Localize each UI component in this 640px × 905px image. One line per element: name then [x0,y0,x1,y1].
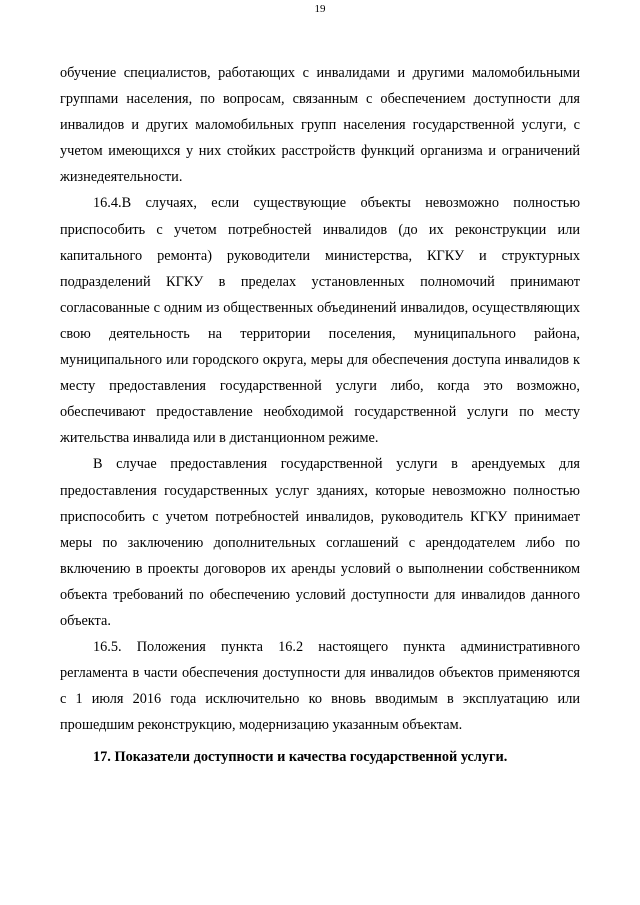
page-number: 19 [314,3,326,15]
paragraph-16-5: 16.5. Положения пункта 16.2 настоящего пункта административного регламента в части обеспечения доступности для инвалидов объектов применяются с 1 июля 2016 года исключительно ко вновь вводимым в эксплуатацию или прошедшим реконструкцию, модернизацию указанным объектам. [60,639,580,734]
section-heading-17: 17. Показатели доступности и качества государственной услуги. [93,749,508,766]
paragraph-rented-buildings: В случае предоставления государственной услуги в арендуемых для предоставления государственных услуг зданиях, которые невозможно полностью приспособить с учетом потребностей инвалидов, руководитель КГКУ принимает меры по заключению дополнительных соглашений с арендодателем либо по включению в проекты договоров их аренды условий о выполнении собственником объекта требований по обеспечению условий доступности для инвалидов данного объекта. [60,456,580,629]
paragraph-continuation: обучение специалистов, работающих с инвалидами и другими маломобильными группами населения, по вопросам, связанным с обеспечением доступности для инвалидов и других маломобильных групп населения государственной услуги, с учетом имеющихся у них стойких расстройств функций организма и ограничений жизнедеятельности. [60,65,580,186]
paragraph-16-4: 16.4.В случаях, если существующие объекты невозможно полностью приспособить с учетом потребностей инвалидов (до их реконструкции или капитального ремонта) руководители министерства, КГКУ и структурных подразделений КГКУ в пределах установленных полномочий принимают согласованные с одним из общественных объединений инвалидов, осуществляющих свою деятельность на территории поселения, муниципального района, муниципального или городского округа, меры для обеспечения доступа инвалидов к месту предоставления государственной услуги либо, когда это возможно, обеспечивают предоставление необходимой государственной услуги по месту жительства инвалида или в дистанционном режиме. [60,195,580,447]
document-body [60,60,580,770]
